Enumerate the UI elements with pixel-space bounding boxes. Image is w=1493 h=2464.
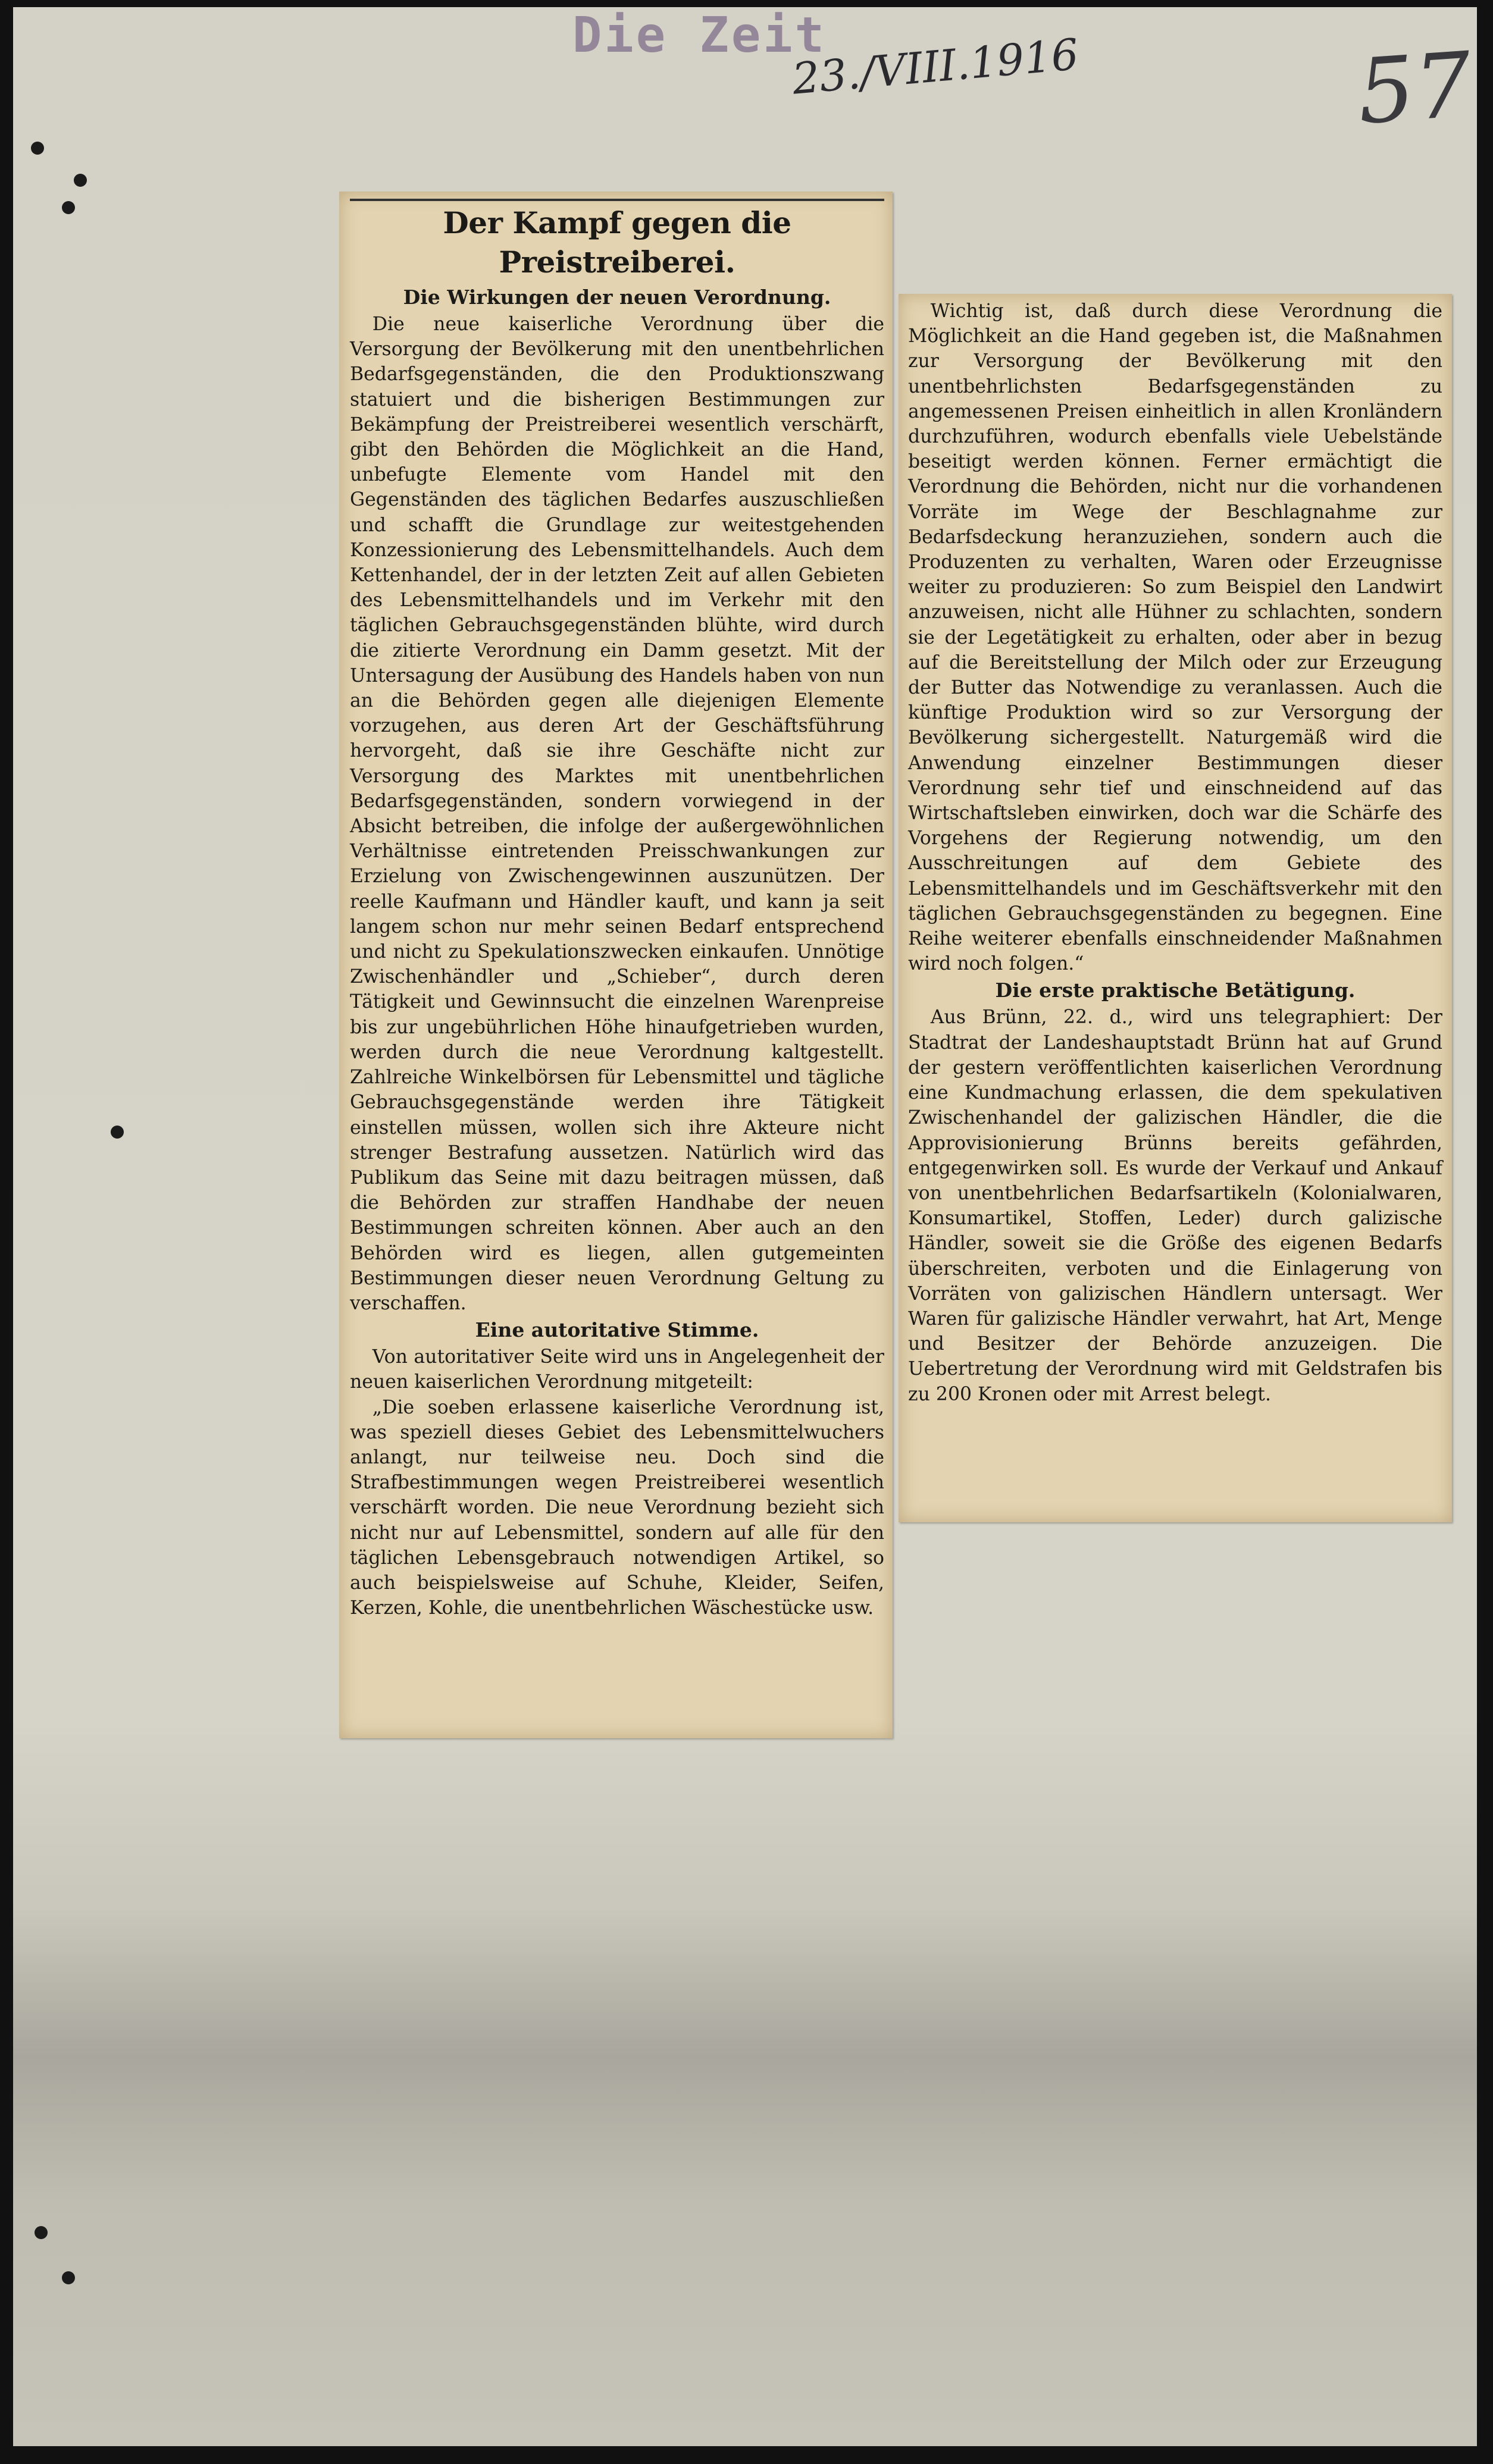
article-paragraph: „Die soeben erlassene kaiserliche Verordnung ist, was speziell dieses Gebiet des Lebensmittelwuchers anlangt, nur teilweise neu. Doch sind die Strafbestimmungen wegen Preistreiberei wesentlich verschärft worden. Die neue Verordnung bezieht sich nicht nur auf Lebensmittel, sondern auf alle für den täglichen Lebensgebrauch notwendigen Artikel, so auch beispielsweise auf Schuhe, Kleider, Seifen, Kerzen, Kohle, die unentbehrlichen Wäschestücke usw. bbox=[350, 1396, 884, 1619]
article-headline: Der Kampf gegen die Preistreiberei. bbox=[350, 199, 884, 282]
article-paragraph: Wichtig ist, daß durch diese Verordnung die Möglichkeit an die Hand gegeben ist, die Maßnahmen zur Versorgung der Bevölkerung mit den unentbehrlichsten Bedarfsgegenständen zu angemessenen Preisen einheitlich in allen Kronländern durchzuführen, wodurch ebenfalls viele Uebelstände beseitigt werden können. Ferner ermächtigt die Verordnung die Behörden, nicht nur die vorhandenen Vorräte im Wege der Beschlagnahme zur Bedarfsdeckung heranzuziehen, sondern auch die Produzenten zu verhalten, Waren oder Erzeugnisse weiter zu produzieren: So zum Beispiel den Landwirt anzuweisen, nicht alle Hühner zu schlachten, sondern sie der Legetätigkeit zu erhalten, oder aber in bezug auf die Bereitstellung der Milch oder zur Erzeugung der Butter das Notwendige zu veranlassen. Auch die künftige Produktion wird so zur Versorgung der Bevölkerung sichergestellt. Naturgemäß wird die Anwendung einzelner Bestimmungen dieser Verordnung sehr tief und einschneidend auf das Wirtschaftsleben einwirken, doch war die Schärfe des Vorgehens der Regierung notwendig, um den Ausschreitungen auf dem Gebiete des Lebensmittelhandels und im Geschäftsverkehr mit den täglichen Gebrauchsgegenständen zu begegnen. Eine Reihe weiterer ebenfalls einschneidender Maßnahmen wird noch folgen.“ bbox=[908, 300, 1442, 975]
handwritten-date: 23./VIII.1916 bbox=[790, 29, 1081, 104]
article-subheading: Die Wirkungen der neuen Verordnung. bbox=[403, 286, 831, 309]
punch-hole bbox=[111, 1126, 124, 1139]
article-paragraph: Die neue kaiserliche Verordnung über die Versorgung der Bevölkerung mit den unentbehrlichen Bedarfsgegenständen, die den Produktionszwang statuiert und die bisherigen Bestimmungen zur Bekämpfung der Preistreiberei wesentlich verschärft, gibt den Behörden die Möglichkeit an die Hand, unbefugte Elemente vom Handel mit den Gegenständen des täglichen Bedarfes auszuschließen und schafft die Grundlage zur weitestgehenden Konzessionierung des Lebensmittelhandels. Auch dem Kettenhandel, der in der letzten Zeit auf allen Gebieten des Lebensmittelhandels und im Verkehr mit den täglichen Gebrauchsgegenständen blühte, wird durch die zitierte Verordnung ein Damm gesetzt. Mit der Untersagung der Ausübung des Handels haben von nun an die Behörden gegen alle diejenigen Elemente vorzugehen, aus deren Art der Geschäftsführung hervorgeht, daß sie ihre Geschäfte nicht zur Versorgung des Marktes mit unentbehrlichen Bedarfsgegenständen, sondern vorwiegend in der Absicht betreiben, die infolge der außergewöhnlichen Verhältnisse eintretenden Preisschwankungen zur Erzielung von Zwischengewinnen auszunützen. Der reelle Kaufmann und Händler kauft, und kann ja seit langem schon nur mehr seinen Bedarf entsprechend und nicht zu Spekulationszwecken einkaufen. Unnötige Zwischenhändler und „Schieber“, durch deren Tätigkeit und Gewinnsucht die einzelnen Warenpreise bis zur ungebührlichen Höhe hinaufgetrieben wurden, werden durch die neue Verordnung kaltgestellt. Zahlreiche Winkelbörsen für Lebensmittel und tägliche Gebrauchsgegenstände werden ihre Tätigkeit einstellen müssen, wollen sich ihre Akteure nicht strenger Bestrafung aussetzen. Natürlich wird das Publikum das Seine mit dazu beitragen müssen, daß die Behörden zur straffen Handhabe der neuen Bestimmungen schreiten können. Aber auch an den Behörden wird es liegen, allen gutgemeinten Bestimmungen dieser neuen Verordnung Geltung zu verschaffen. bbox=[350, 314, 884, 1314]
article-paragraph: Aus Brünn, 22. d., wird uns telegraphiert: Der Stadtrat der Landeshauptstadt Brünn hat auf Grund der gestern veröffentlichten kaiserlichen Verordnung eine Kundmachung erlassen, die dem spekulativen Zwischenhandel der galizischen Händler, die die Approvisionierung Brünns bereits gefährden, entgegenwirken soll. Es wurde der Verkauf und Ankauf von unentbehrlichen Bedarfsartikeln (Kolonialwaren, Konsumartikel, Stoffen, Leder) durch galizische Händler, soweit sie die Größe des eigenen Bedarfs überschreiten, verboten und die Einlagerung von Vorräten von galizischen Händlern untersagt. Wer Waren für galizische Händler verwahrt, hat Art, Menge und Besitzer der Behörde anzuzeigen. Die Uebertretung der Verordnung wird mit Geldstrafen bis zu 200 Kronen oder mit Arrest belegt. bbox=[908, 1007, 1442, 1405]
punch-hole bbox=[74, 174, 87, 187]
punch-hole bbox=[62, 201, 75, 214]
punch-hole bbox=[62, 2271, 75, 2284]
handwritten-page-number: 57 bbox=[1354, 33, 1475, 145]
newspaper-clipping-right bbox=[899, 294, 1452, 1522]
newspaper-clipping-left bbox=[339, 192, 893, 1738]
archive-sheet bbox=[13, 7, 1477, 2446]
punch-hole bbox=[31, 142, 44, 155]
article-paragraph: Von autoritativer Seite wird uns in Angelegenheit der neuen kaiserlichen Verordnung mitgeteilt: bbox=[350, 1346, 884, 1393]
newspaper-stamp: Die Zeit bbox=[572, 7, 827, 64]
article-subheading: Eine autoritative Stimme. bbox=[475, 1318, 759, 1342]
article-subheading: Die erste praktische Betätigung. bbox=[995, 979, 1356, 1002]
punch-hole bbox=[35, 2226, 48, 2239]
